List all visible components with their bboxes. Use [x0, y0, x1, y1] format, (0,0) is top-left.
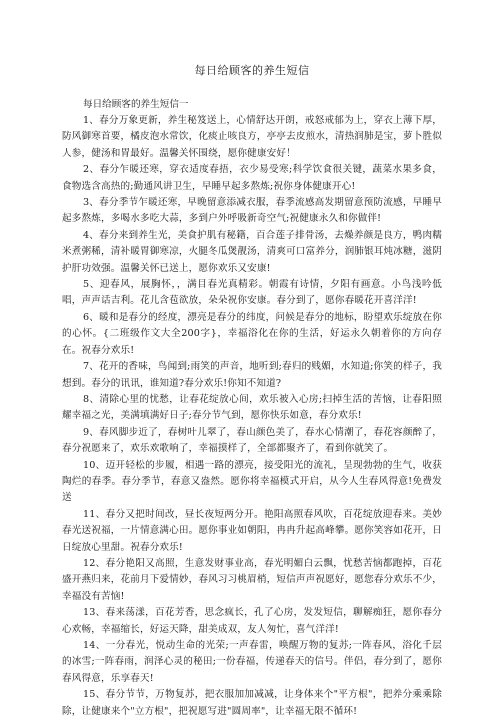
paragraph-item: 13、春来荡漾，百花芳香，思念疯长，孔了心房，发发短信，聊解痴狂，愿你春分心欢畅，幸福缩长，好运天降，甜美成双，友人匆忙，喜气洋洋! [62, 607, 442, 635]
page-title: 每日给顾客的养生短信 [194, 64, 310, 77]
paragraph-item: 12、春分艳阳又高照，生意发财事业高，春光明媚白云飘，忧愁苦恼都跑掉，百花盛开燕归来，花前月下爱情妙，春风习习桃眉梢，短信声声祝愿好，愿您春分欢乐不少，幸福没有苦恼! [62, 557, 443, 602]
paragraph-item: 7、花开的香味，鸟闻到;雨笑的声音，地听到;春归的贱媚，水知道;你笑的样子，我想到。春分的讯讯，谁知道?春分欢乐!你知不知道? [62, 361, 442, 389]
paragraph-item: 8、清除心里的忧愁，让春花绽放心间，欢乐被入心房;扫掉生活的苦恼，让春阳照耀幸福之光，美满填满好日子;春分节气到，愿你快乐如意，春分欢乐! [62, 393, 442, 422]
paragraph-item: 10、迈开轻松的步履，相遇一路的漂亮，接受阳光的流礼，呈现勃勃的生气，收获陶烂的春季。春分季节，春意又盎然。愿你将幸福模式开启，从今人生春风得意!免费发送 [62, 459, 442, 504]
paragraph-item: 3、春分季节乍暖还寒，早晚留意添减衣服，春季流感高发期留意预防流感，早睡早起多熬炼，多喝水多吃大蒜，多到户外呼吸新奇空气;祝健康永久和你做伴! [62, 197, 442, 225]
paragraph-item: 2、春分乍暖还寒，穿衣适度春捂，衣少易受寒;科学饮食很关键，蔬菜水果多食，食物选含高热的;勤通风讲卫生，早睡早起多熬炼;祝你身体健康开心! [62, 164, 442, 192]
paragraph-item: 4、春分来到养生光，美食护肌有秘籍，百合莲子排骨汤，去燥养颜是良方，鸭肉糯米煮粥稀，清补暖胃御寒凉，火腿冬瓜煲靓汤，清爽可口富养分，润肺银耳炖冰糖，滋阴护肝功效强。温馨关怀已送上，愿你欢乐又安康! [62, 229, 443, 274]
paragraph-item: 14、一分春光，悦动生命的光荣;一声春雷，唤醒万物的复苏;一阵春风，浴化千层的冰雪;一阵春雨，润泽心灵的秘田;一份春福，传递春天的信号。伴侣，春分到了，愿你春风得意，乐享春天! [62, 640, 442, 684]
section-subtitle: 每日给顾客的养生短信一 [83, 99, 189, 110]
paragraph-item: 5、迎春风，展胸怀，，满目春光真精彩。朝霞有诗情，夕阳有画意。小鸟浅吟低唱，声声话吉利。花儿含苞欲放，朵朵祝你安康。春分到了，愿你春暖花开喜洋洋! [62, 279, 442, 307]
paragraph-item: 6、暖和是春分的经度，漂亮是春分的纬度，问候是春分的地标，盼望欢乐绽放在你的心怀。{二班级作文大全200字}，幸福浴化在你的生活，好运永久朝着你的方向存在。祝春分欢乐! [62, 311, 442, 356]
paragraph-item: 1、春分万象更新，养生秘笈送上，心情舒达开朗，戒怒戒郁为上，穿衣上薄下厚，防风御寒首要，橘皮泡水常饮，化痰止咳良方，亭亭去皮煎水，清热润肺是宝，萝卜胜似人参，健汤和胃最好。温馨关怀围绕，愿你健康安好！ [62, 115, 443, 159]
paragraph-item: 11、春分又把时间改，昼长夜短两分开。艳阳高照春风吹，百花绽放迎春来。美妙春光送祝福，一片情意满心田。愿你事业如朝阳，冉冉升起高峰攀。愿你笑容如花开，日日绽放心里甜。祝春分欢乐! [62, 508, 443, 553]
paragraph-item: 9、春风脚步近了，春树叶儿翠了，春山颜色美了，春水心情潮了，春花容颜醉了，春分祝愿来了，欢乐欢歌响了，幸福摸样了，全部都聚齐了，看到你就笑了。 [62, 426, 442, 455]
paragraph-item: 15、春分节节，万物复苏，把衣服加加减减，让身体来个"平方根"，把养分乘乘除除，让健康来个"立方根"，把祝愿写进"圆周率"，让幸福无限不循环! [62, 689, 442, 717]
